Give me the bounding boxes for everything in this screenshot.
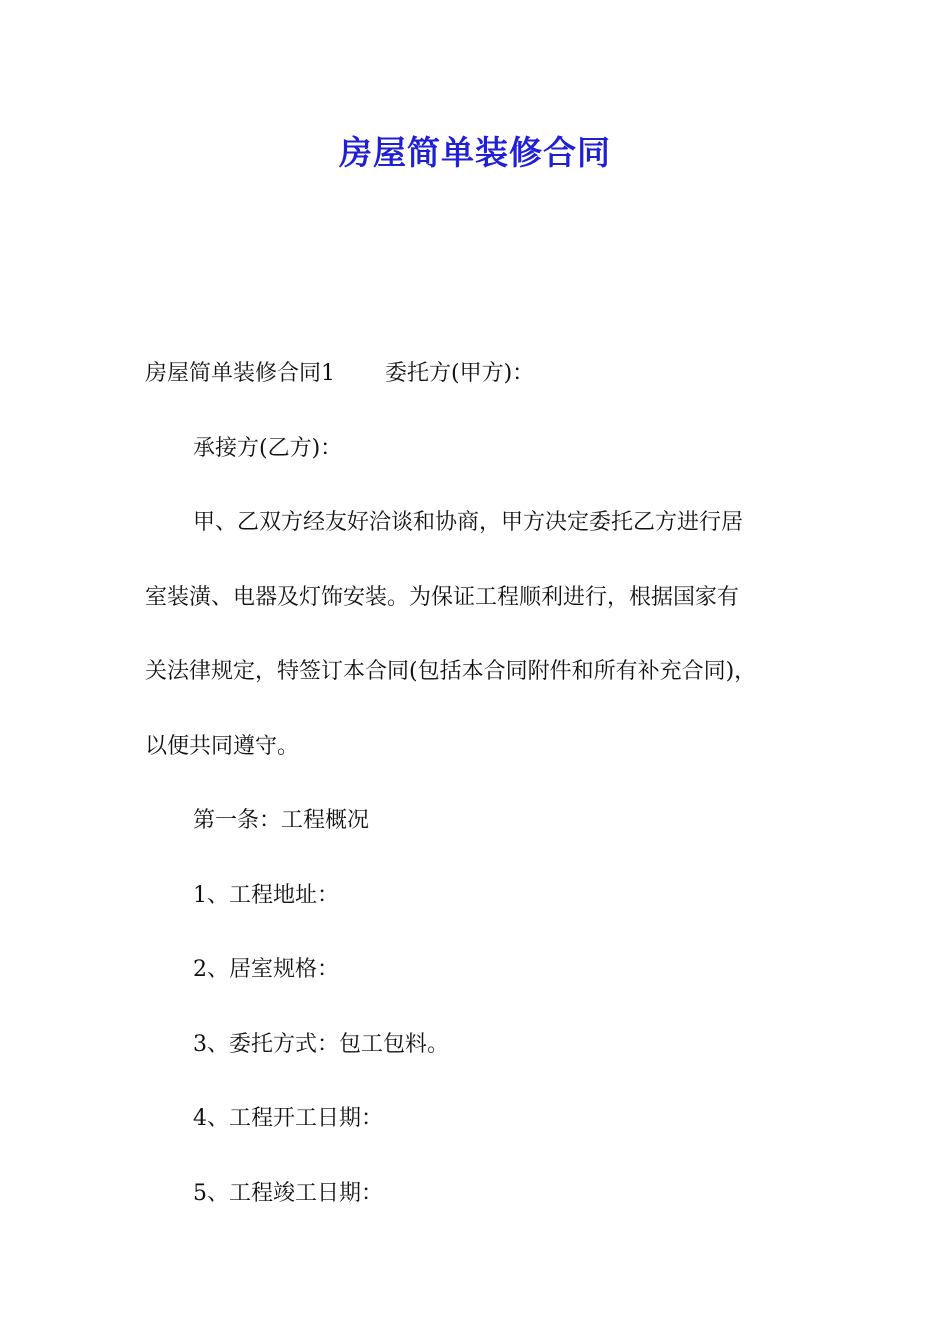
contract-number: 房屋简单装修合同1 (145, 361, 335, 386)
party-a-label: 委托方(甲方)： (385, 361, 535, 386)
heading-line (145, 337, 825, 412)
article-1-title: 第一条：工程概况 (193, 808, 370, 833)
item-completion-date: 5、工程竣工日期： (193, 1180, 383, 1206)
item-commission-method: 3、委托方式：包工包料。 (193, 1031, 449, 1057)
item-address: 1、工程地址： (193, 882, 339, 908)
party-b-label: 承接方(乙方)： (193, 435, 343, 461)
intro-line-2: 室装潢、电器及灯饰安装。为保证工程顺利进行，根据国家有 (145, 584, 740, 610)
intro-line-1: 甲、乙双方经友好洽谈和协商，甲方决定委托乙方进行居 (193, 510, 744, 535)
item-room-spec: 2、居室规格： (193, 957, 339, 982)
intro-line-3: 关法律规定，特签订本合同(包括本合同附件和所有补充合同)， (145, 659, 757, 684)
intro-line-4: 以便共同遵守。 (145, 733, 300, 759)
document-title: 房屋简单装修合同 (339, 133, 611, 172)
document-body (145, 337, 825, 1231)
item-start-date: 4、工程开工日期： (193, 1106, 383, 1131)
